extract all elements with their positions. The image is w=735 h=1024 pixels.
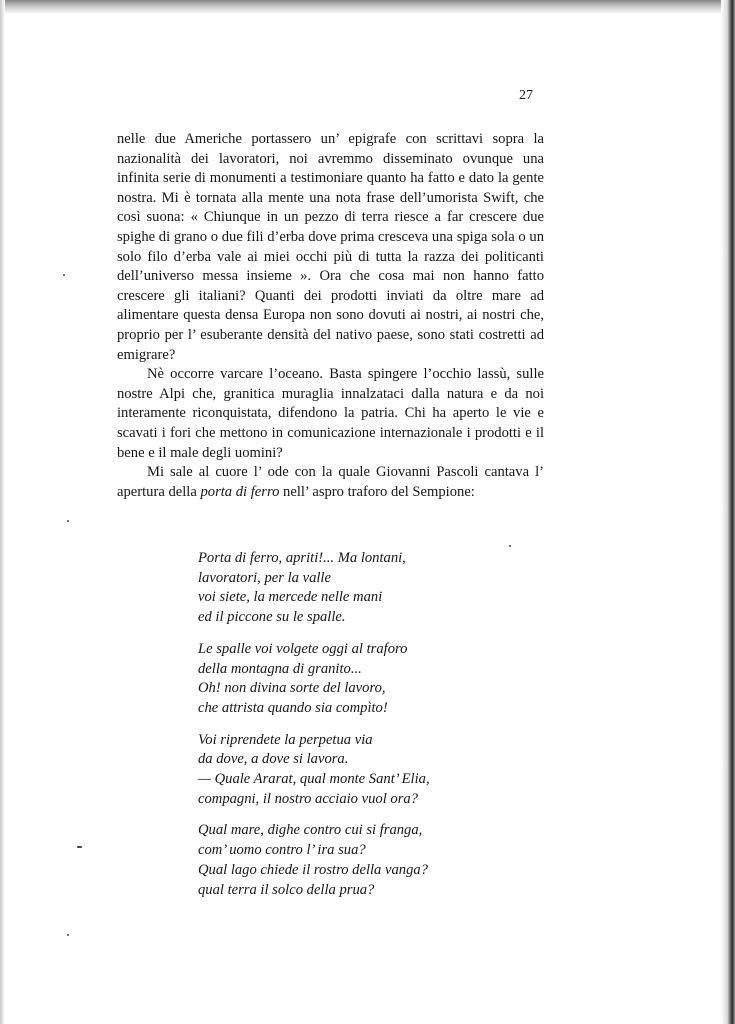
- verse-line: Porta di ferro, apriti!... Ma lontani,: [198, 550, 406, 566]
- paragraph-text: Nè occorre varcare l’oceano. Basta spingere l’occhio lassù, sulle nostre Alpi che, granitica muraglia innalzataci dalla natura e da noi interamente riconquistata, difendono la patria. Chi ha aperto le vie e scavati i fori che mettono in comunicazione internazionale i prodotti e il bene e il male degli uomini?: [117, 366, 544, 461]
- body-text: [117, 130, 544, 502]
- paragraph: [117, 463, 544, 502]
- verse-line: qual terra il solco della prua?: [198, 881, 375, 898]
- verse-line: com’ uomo contro l’ ira sua?: [198, 842, 366, 859]
- verse-line: ed il piccone su le spalle.: [198, 609, 346, 626]
- stanza: [198, 731, 528, 810]
- scan-speck: [63, 274, 65, 276]
- verse-line: Oh! non divina sorte del lavoro,: [198, 680, 386, 697]
- scan-edge-right: [721, 0, 735, 1024]
- stanza: [198, 640, 528, 719]
- scan-speck: [67, 520, 69, 522]
- verse-line: della montagna di granito...: [198, 660, 362, 677]
- scan-edge-top: [0, 0, 735, 14]
- stanza: [198, 821, 528, 900]
- page-number: 27: [519, 88, 533, 103]
- verse-line: voi siete, la mercede nelle mani: [198, 589, 383, 606]
- verse-line: Qual mare, dighe contro cui si franga,: [198, 822, 423, 839]
- paragraph-text: nell’ aspro traforo del Sempione:: [279, 483, 475, 500]
- verse-line: da dove, a dove si lavora.: [198, 751, 349, 768]
- verse-line: Voi riprendete la perpetua via: [198, 731, 373, 748]
- paragraph-text: Mi sale al cuore l’ ode con la quale Giovanni Pascoli cantava l’ apertura della: [117, 464, 544, 500]
- italic-phrase: porta di ferro: [200, 483, 280, 500]
- scan-speck: [67, 934, 69, 936]
- verse-line: — Quale Ararat, qual monte Sant’ Elia,: [198, 771, 430, 788]
- verse-line: Qual lago chiede il rostro della vanga?: [198, 861, 428, 878]
- paragraph: [117, 365, 544, 463]
- paragraph-text: nelle due Americhe portassero un’ epigrafe con scrittavi sopra la nazionalità dei lavoratori, noi avremmo disseminato ovunque una infinita serie di monumenti a testimoniare quanto ha fatto e dato la gente nostra. Mi è tornata alla mente una nota frase dell’umorista Swift, che così suona: « Chiunque in un pezzo di terra riesce a far crescere due spighe di grano o due fili d’erba dove prima cresceva una spiga sola o un solo filo d’erba vale ai miei occhi più di tutta la razza dei politicanti dell’universo messa insieme ». Ora che cosa mai non hanno fatto crescere gli italiani? Quanti dei prodotti inviati da oltre mare ad alimentare questa densa Europa non sono dovuti ai nostri, ai nostri che, proprio per l’ esuberante densità del nativo paese, sono stati costretti ad emigrare?: [117, 131, 544, 363]
- scan-speck: [509, 545, 511, 547]
- verse-line: Le spalle voi volgete oggi al traforo: [198, 640, 408, 657]
- verse-line: lavoratori, per la valle: [198, 569, 331, 586]
- stanza: [198, 549, 528, 628]
- scan-speck: [77, 846, 82, 848]
- paragraph: [117, 130, 544, 365]
- verse-line: che attrista quando sia compìto!: [198, 699, 388, 716]
- poem: [198, 549, 528, 912]
- scan-edge-left: [0, 0, 5, 1024]
- verse-line: compagni, il nostro acciaio vuol ora?: [198, 790, 418, 807]
